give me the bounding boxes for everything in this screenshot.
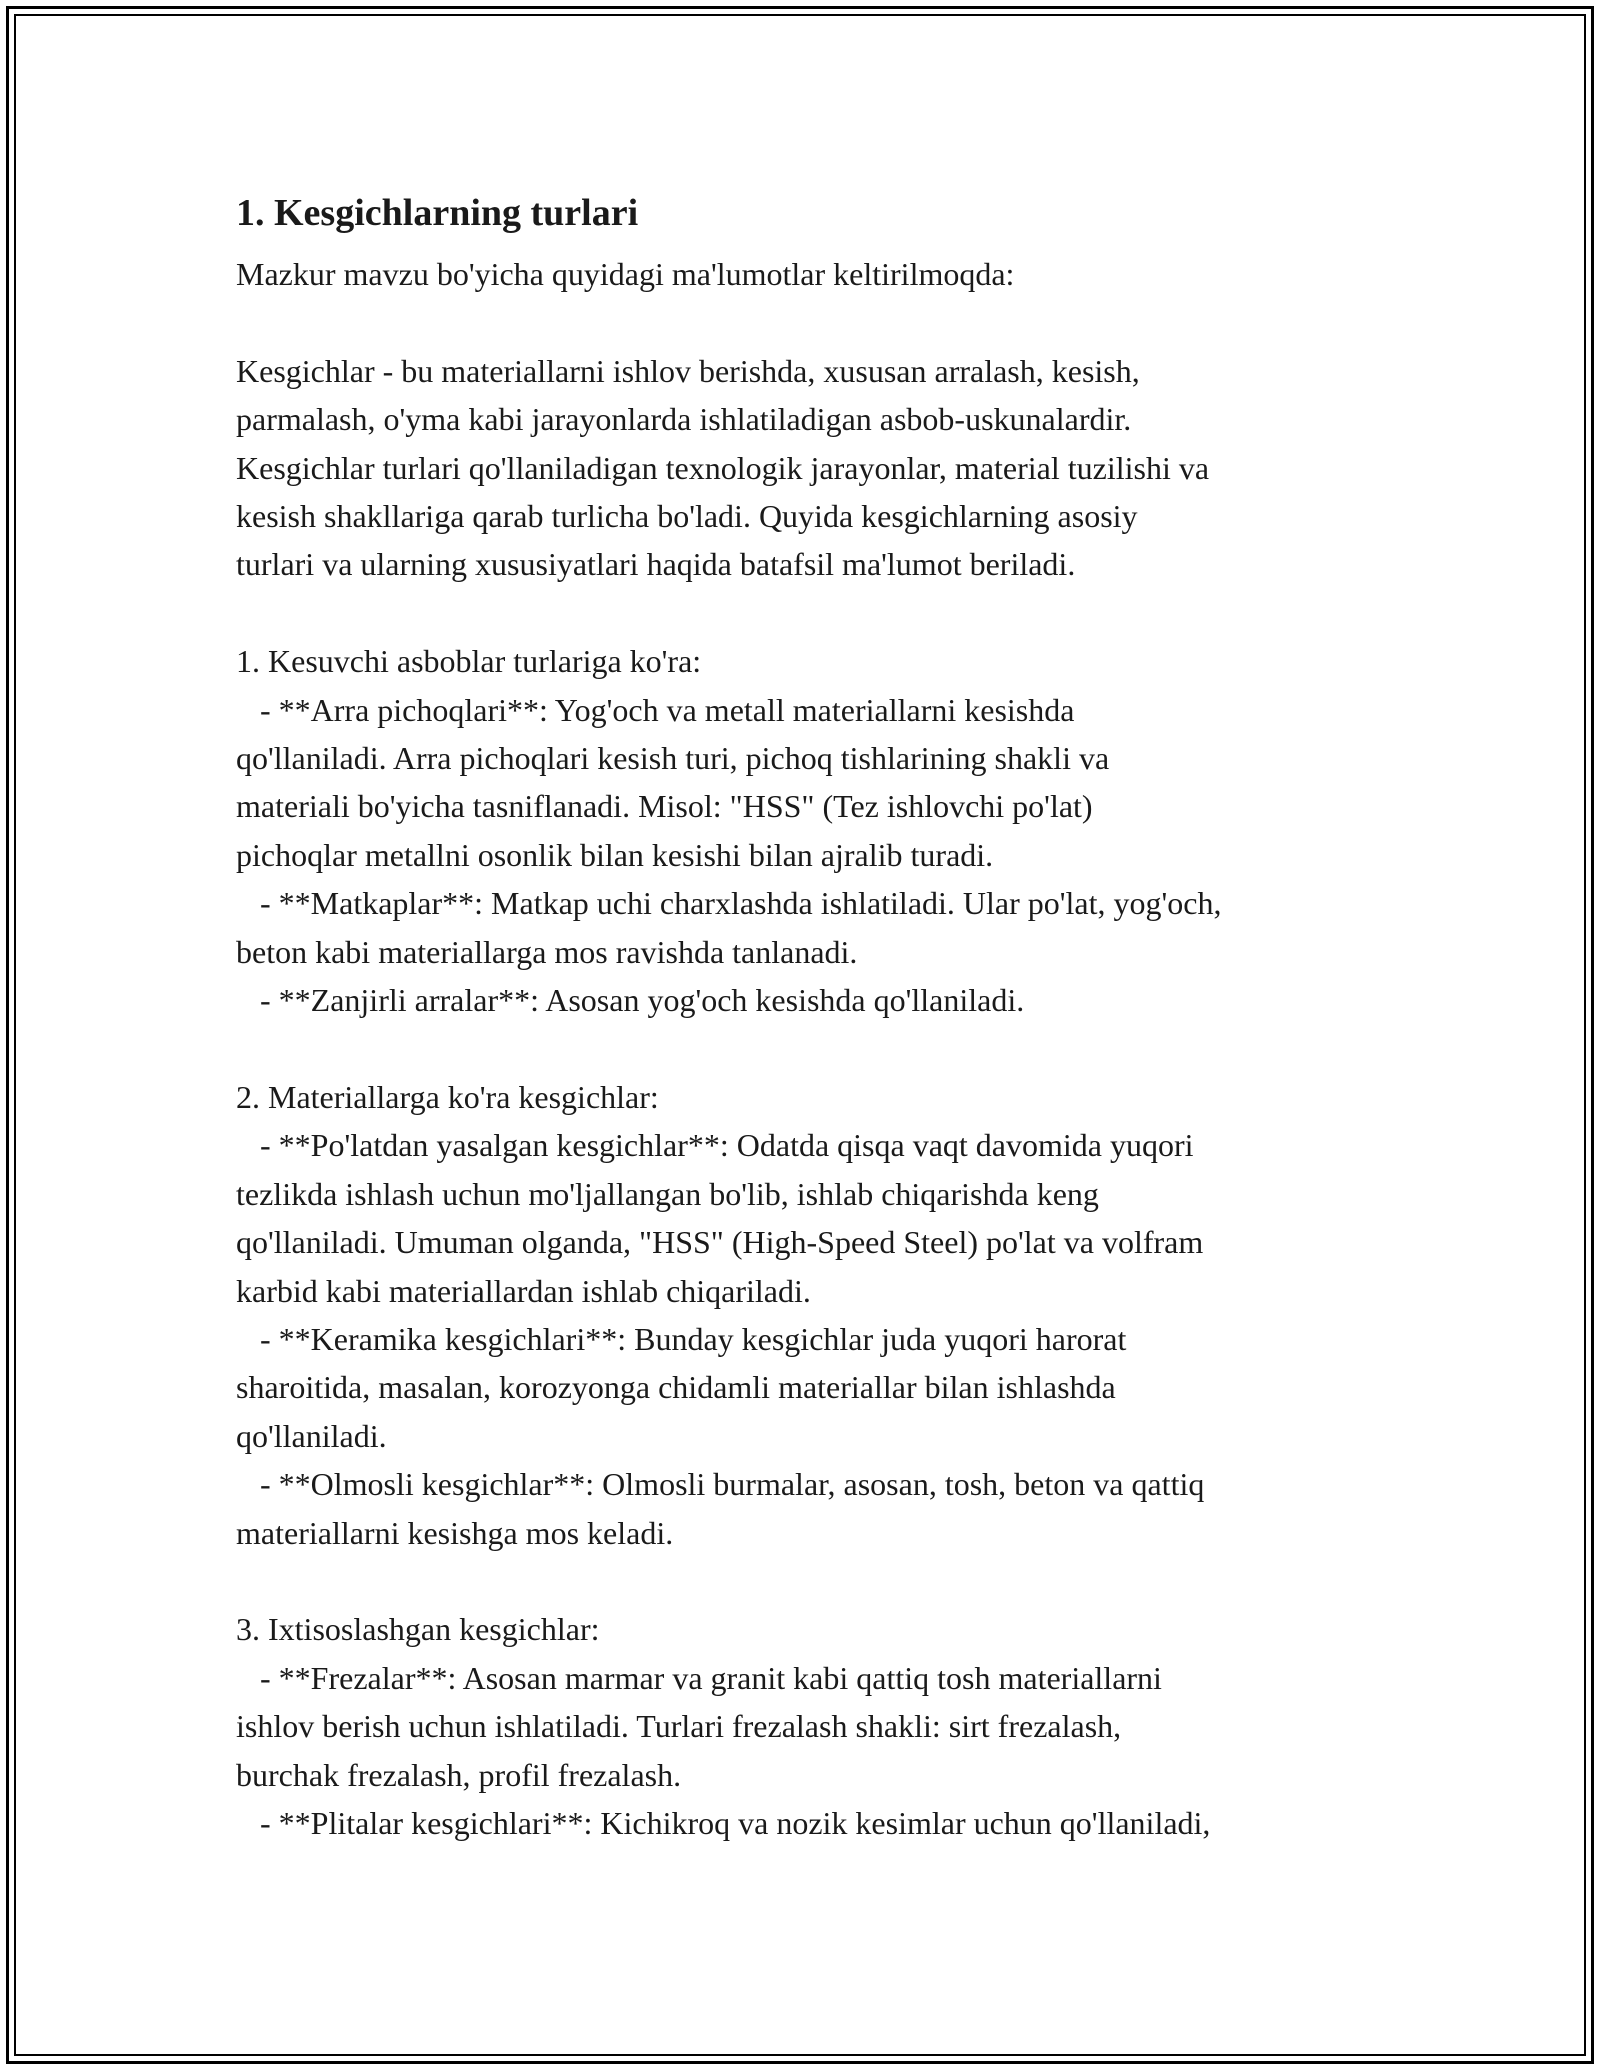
document-content: [236, 186, 1396, 1847]
document-body: Mazkur mavzu bo'yicha quyidagi ma'lumotlar keltirilmoqda: Kesgichlar - bu materiallarni ishlov berishda, xususan arralash, kesish, parmalash, o'yma kabi jarayonlarda ishlatiladigan asbob-uskunalardir. Kesgichlar turlari qo'llaniladigan texnologik jarayonlar, material tuzilishi va kesish shakllariga qarab turlicha bo'ladi. Quyida kesgichlarning asosiy turlari va ularning xususiyatlari haqida batafsil ma'lumot beriladi. 1. Kesuvchi asboblar turlariga ko'ra: - **Arra pichoqlari**: Yog'och va metall materiallarni kesishda qo'llaniladi. Arra pichoqlari kesish turi, pichoq tishlarining shakli va materiali bo'yicha tasniflanadi. Misol: "HSS" (Tez ishlovchi po'lat) pichoqlar metallni osonlik bilan kesishi bilan ajralib turadi. - **Matkaplar**: Matkap uchi charxlashda ishlatiladi. Ular po'lat, yog'och, beton kabi materiallarga mos ravishda tanlanadi. - **Zanjirli arralar**: Asosan yog'och kesishda qo'llaniladi. 2. Materiallarga ko'ra kesgichlar: - **Po'latdan yasalgan kesgichlar**: Odatda qisqa vaqt davomida yuqori tezlikda ishlash uchun mo'ljallangan bo'lib, ishlab chiqarishda keng qo'llaniladi. Umuman olganda, "HSS" (High-Speed Steel) po'lat va volfram karbid kabi materiallardan ishlab chiqariladi. - **Keramika kesgichlari**: Bunday kesgichlar juda yuqori harorat sharoitida, masalan, korozyonga chidamli materiallar bilan ishlashda qo'llaniladi. - **Olmosli kesgichlar**: Olmosli burmalar, asosan, tosh, beton va qattiq materiallarni kesishga mos keladi. 3. Ixtisoslashgan kesgichlar: - **Frezalar**: Asosan marmar va granit kabi qattiq tosh materiallarni ishlov berish uchun ishlatiladi. Turlari frezalash shakli: sirt frezalash, burchak frezalash, profil frezalash. - **Plitalar kesgichlari**: Kichikroq va nozik kesimlar uchun qo'llaniladi,: [236, 256, 1222, 1841]
document-heading: 1. Kesgichlarning turlari: [236, 192, 639, 234]
